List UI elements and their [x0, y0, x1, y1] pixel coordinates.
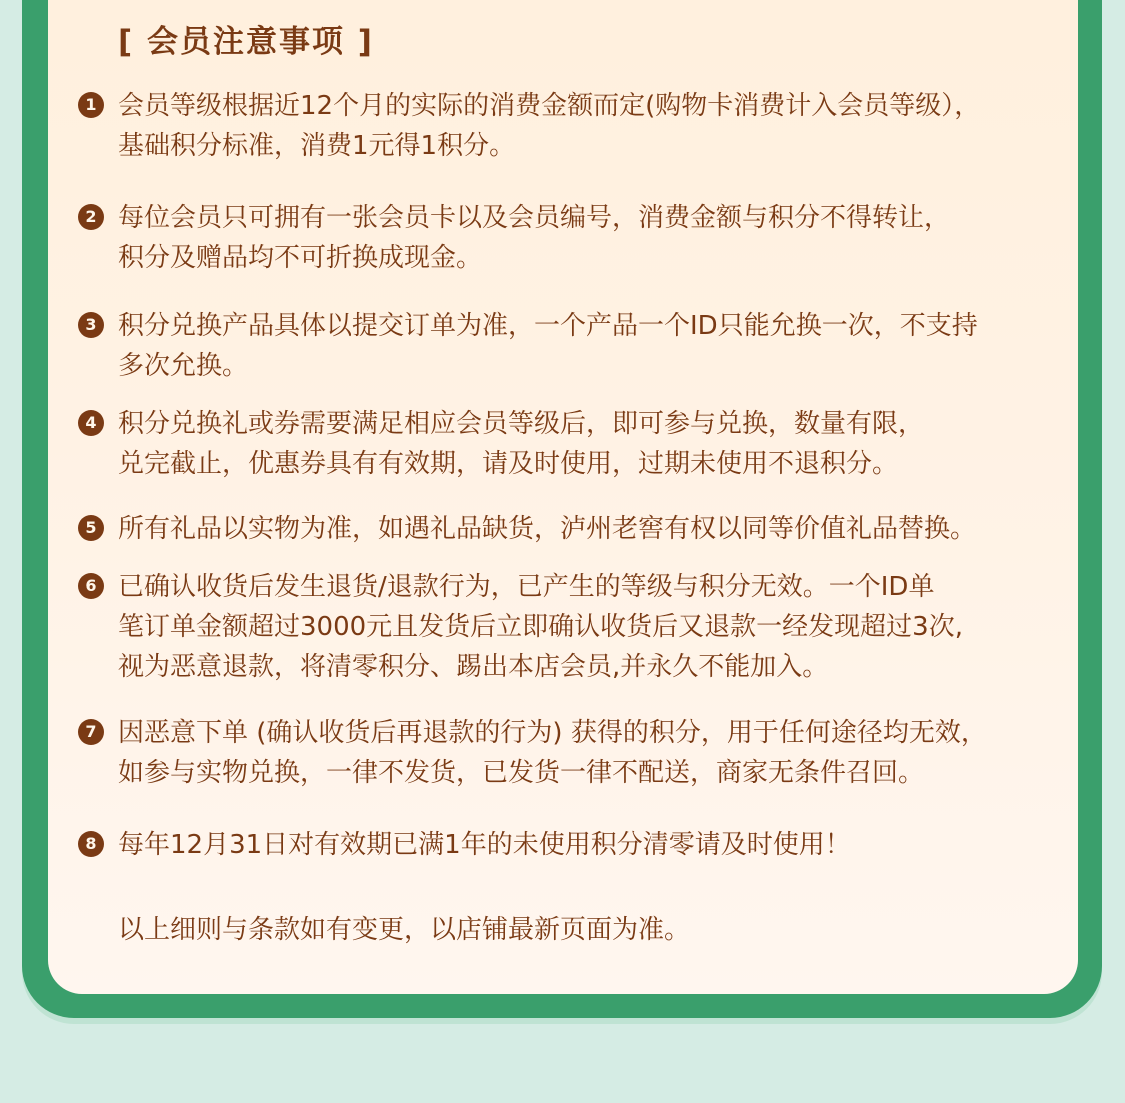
- notice-text-2: [118, 198, 1053, 278]
- notice-line: 视为恶意退款，将清零积分、踢出本店会员,并永久不能加入。: [118, 652, 829, 682]
- notice-line: 每年12月31日对有效期已满1年的未使用积分清零请及时使用！: [118, 830, 851, 860]
- notice-line: 积分及赠品均不可折换成现金。: [118, 243, 483, 273]
- notice-text-7: [118, 713, 1053, 793]
- number-badge-4: 4: [78, 410, 104, 436]
- notice-line: 因恶意下单 (确认收货后再退款的行为) 获得的积分，用于任何途径均无效，: [118, 718, 987, 748]
- number-badge-1: 1: [78, 92, 104, 118]
- notice-line: 积分兑换礼或券需要满足相应会员等级后，即可参与兑换，数量有限，: [118, 409, 925, 439]
- notice-line: 已确认收货后发生退货/退款行为，已产生的等级与积分无效。一个ID单: [118, 572, 935, 602]
- notice-line: 基础积分标准，消费1元得1积分。: [118, 131, 516, 161]
- notice-text-1: [118, 86, 1053, 166]
- number-badge-6: 6: [78, 573, 104, 599]
- notice-line: 积分兑换产品具体以提交订单为准，一个产品一个ID只能允换一次，不支持: [118, 311, 978, 341]
- number-badge-8: 8: [78, 831, 104, 857]
- number-badge-3: 3: [78, 312, 104, 338]
- notice-line: 笔订单金额超过3000元且发货后立即确认收货后又退款一经发现超过3次,: [118, 612, 963, 642]
- notice-line: 所有礼品以实物为准，如遇礼品缺货，泸州老窖有权以同等价值礼品替换。: [118, 514, 977, 544]
- notice-line: 如参与实物兑换，一律不发货，已发货一律不配送，商家无条件召回。: [118, 758, 925, 788]
- notice-text-8: [118, 825, 1053, 865]
- number-badge-7: 7: [78, 719, 104, 745]
- notice-line: 每位会员只可拥有一张会员卡以及会员编号，消费金额与积分不得转让，: [118, 203, 951, 233]
- notice-text-5: [118, 509, 1053, 549]
- notice-line: 会员等级根据近12个月的实际的消费金额而定(购物卡消费计入会员等级），: [118, 91, 981, 121]
- number-badge-2: 2: [78, 204, 104, 230]
- number-badge-5: 5: [78, 515, 104, 541]
- footer-note: 以上细则与条款如有变更，以店铺最新页面为准。: [118, 915, 691, 945]
- notice-text-3: [118, 306, 1053, 386]
- notice-line: 多次允换。: [118, 351, 249, 381]
- notice-text-6: [118, 567, 1053, 687]
- notice-text-4: [118, 404, 1053, 484]
- notice-line: 兑完截止，优惠券具有有效期，请及时使用，过期未使用不退积分。: [118, 449, 899, 479]
- section-title: [ 会员注意事项 ]: [118, 24, 374, 60]
